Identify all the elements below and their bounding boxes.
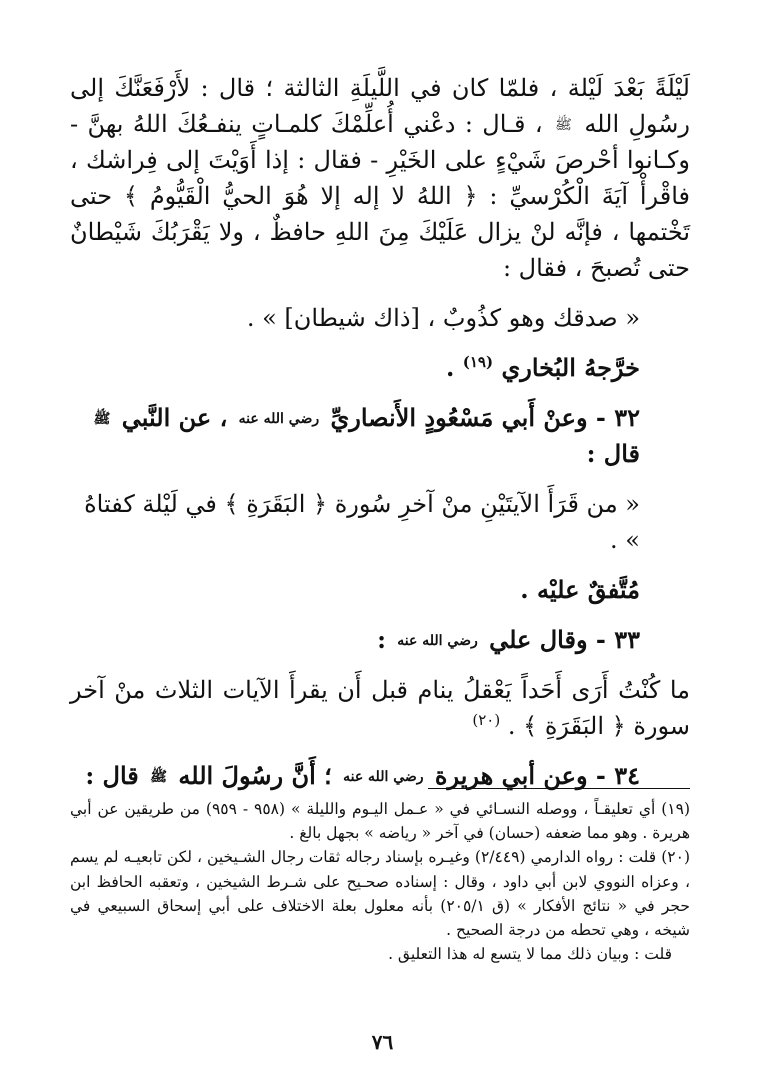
footnote-ref-19[interactable]: (١٩) — [462, 353, 494, 371]
h33-text: ما كُنْتُ أَرَى أَحَداً يَعْقلُ ينام قبل أَن يقرأَ الآيات الثلاث منْ آخر سورة ﴿ البَقَرَةِ ﴾ . — [70, 676, 690, 740]
h32-takhrij-text: مُتَّفقٌ عليْه . — [520, 575, 640, 604]
hadith-32-takhrij — [70, 572, 690, 608]
takhrij-1 — [70, 350, 690, 386]
h32-quote-text: « من قَرَأَ الآيتَيْنِ منْ آخرِ سُورة ﴿ البَقَرَةِ ﴾ في لَيْلة كفتاهُ » . — [84, 490, 640, 554]
page-number: ٧٦ — [371, 1030, 394, 1054]
h32-part-c: قال : — [586, 439, 640, 468]
takhrij1-text: خرَّجهُ البُخاري — [501, 353, 640, 382]
quote-1 — [70, 300, 690, 336]
hadith-32-quote — [70, 486, 690, 558]
para1-part-b: ، قـال : دعْني أُعلِّمْكَ كلمـاتٍ ينفـعُكَ اللهُ بهنَّ - وكـانوا أحْرصَ شَيْءٍ على الخَيْرِ - فقال : إذا أَوَيْتَ إلى فِراشك ، فاقْرأْ آيَةَ الْكُرْسيِّ : ﴿ اللهُ لا إله إلا هُوَ الحيُّ الْقَيُّومُ ﴾ حتى تَخْتمها ، فإنَّه لنْ يزال عَلَيْكَ مِنَ اللهِ حافظٌ ، ولا يَقْرَبُكَ شَيْطانٌ حتى تُصبحَ ، فقال : — [70, 110, 690, 282]
salawat-glyph: ﷺ — [555, 117, 572, 133]
takhrij1-end: . — [446, 353, 455, 382]
footnote-20-note: قلت : وبيان ذلك مما لا يتسع له هذا التعليق . — [388, 945, 672, 964]
main-text — [70, 70, 690, 794]
salawat-glyph: ﷺ — [93, 411, 111, 427]
footnote-ref-20[interactable]: (٢٠) — [472, 711, 501, 729]
h32-part-b: ، عن النَّبي — [121, 403, 228, 432]
h34-part-c: قال : — [85, 761, 139, 790]
footnote-20: (٢٠) قلت : رواه الدارمي (٢/٤٤٩) وغيـره بإسناد رجاله ثقات رجال الشـيخين ، لكن تابعيـه لم يسم ، وعزاه النووي لابن أبي داود ، وقال : إسناده صحـيح على شـرط الشيخين ، وتعقبه الحافظ ابن حجر في « نتائج الأفكار » (ق ٢٠٥/١) بأنه معلول بعلة الاختلاف على أبي إسحاق السبيعي في شيخه ، وهي تحطه من درجة الصحيح . — [70, 848, 690, 939]
radiyallahu-glyph: رضي الله عنه — [343, 769, 424, 785]
radiyallahu-glyph: رضي الله عنه — [397, 633, 478, 649]
h34-part-a: ٣٤ - وعن أبي هريرة — [434, 761, 640, 790]
h34-part-b: ؛ أَنَّ رسُولَ الله — [178, 761, 332, 790]
quote1-text: « صدقك وهو كذُوبٌ ، [ذاك شيطان] » . — [246, 304, 640, 332]
hadith-33-heading — [70, 622, 690, 658]
h33-part-a: ٣٣ - وقال علي — [489, 625, 640, 654]
h33-part-b: : — [377, 625, 386, 654]
para1-part-a: لَيْلَةً بَعْدَ لَيْلة ، فلمّا كان في اللَّيلَةِ الثالثة ؛ قال : لأَرْفَعَنَّكَ إلى رسُولِ الله — [70, 74, 691, 138]
hadith-31-continuation — [70, 70, 690, 286]
radiyallahu-glyph: رضي الله عنه — [238, 411, 320, 427]
salawat-glyph: ﷺ — [150, 769, 168, 785]
footnote-19: (١٩) أي تعليقـاً ، ووصله النسـائي في « عـمل اليـوم والليلة » (٩٥٨ - ٩٥٩) من طريقين عن أبي هريرة . وهو مما ضعفه (حسان) في آخر « رياضه » بجهل بالغ . — [70, 800, 690, 843]
h32-part-a: ٣٢ - وعنْ أَبي مَسْعُودٍ الأَنصاريِّ — [330, 403, 640, 432]
footnote-separator — [428, 788, 690, 789]
footnotes — [70, 797, 690, 966]
hadith-32-heading — [70, 400, 690, 472]
hadith-33-text — [70, 672, 690, 744]
